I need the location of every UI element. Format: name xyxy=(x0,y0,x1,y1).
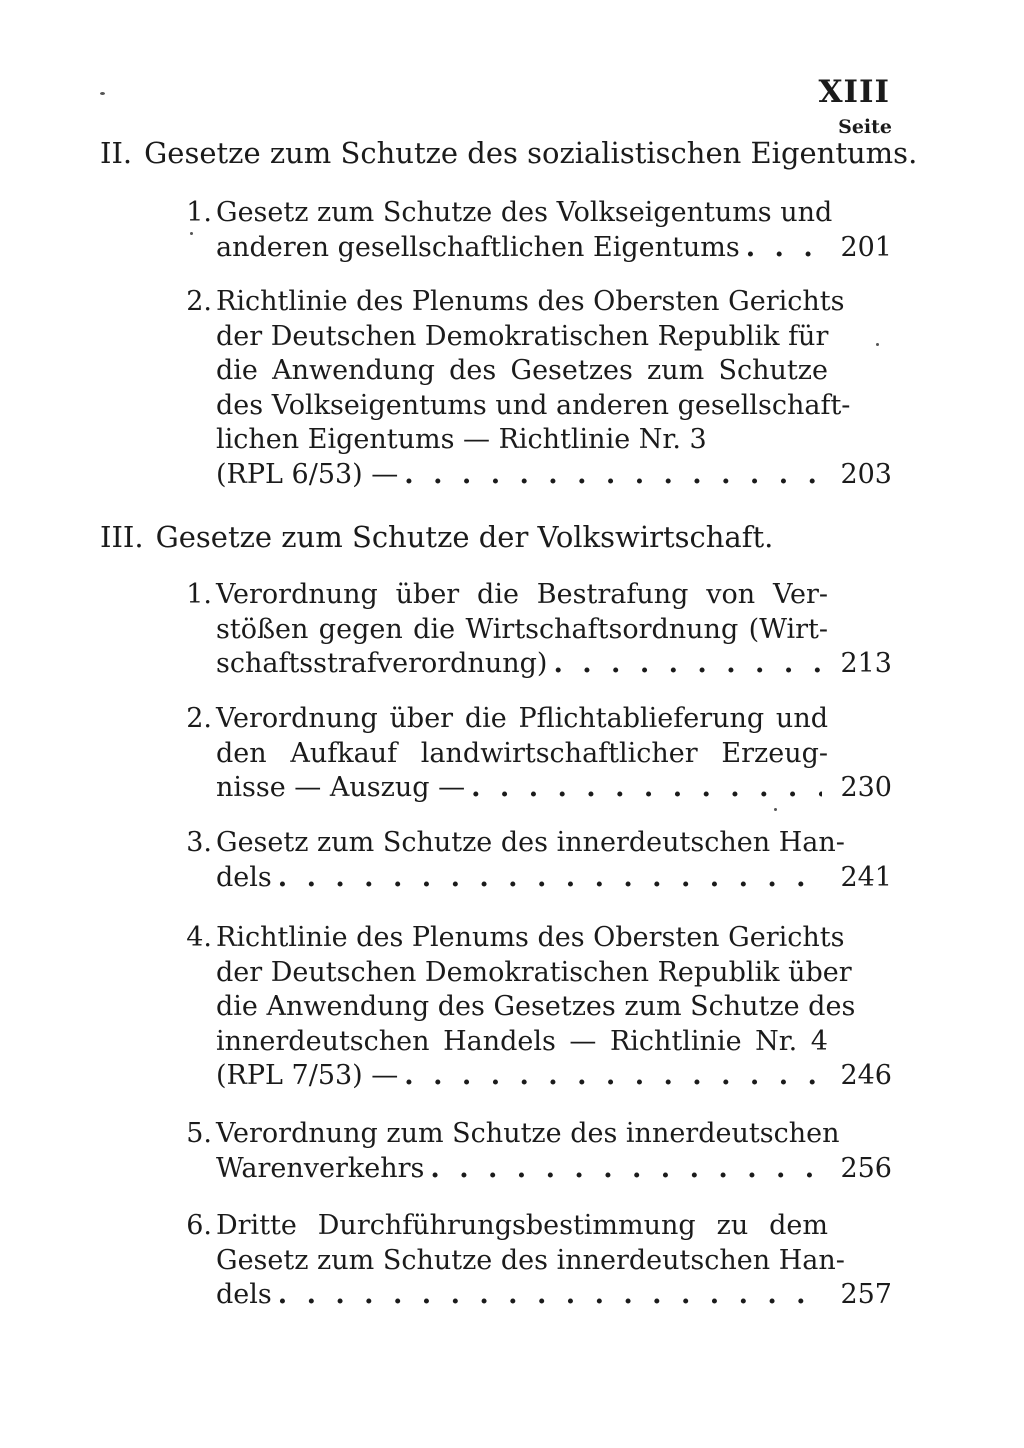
entry-page-number: 230 xyxy=(840,772,892,803)
section-heading-ii xyxy=(100,136,917,170)
entry-line: den Aufkauf landwirtschaftlicher Erzeug- xyxy=(216,737,828,769)
entry-line: stößen gegen die Wirtschaftsordnung (Wirt- xyxy=(216,613,828,645)
entry-number: 6. xyxy=(186,1210,212,1241)
entry-last-line: (RPL 6/53) — . . . xyxy=(216,458,828,493)
entry-line: Verordnung über die Bestrafung von Ver- xyxy=(216,579,828,610)
entry-last-line: schaftsstrafverordnung) . . . xyxy=(216,647,828,682)
entry-text xyxy=(216,285,851,492)
entry-line: Dritte Durchführungsbestimmung zu dem xyxy=(216,1210,828,1241)
entry-number: 2. xyxy=(186,703,212,734)
leader-dots xyxy=(278,861,822,896)
entry-number: 3. xyxy=(186,827,212,858)
entry-line: Gesetz zum Schutze des innerdeutschen Han- xyxy=(216,827,845,858)
entry-number: 1. xyxy=(186,579,212,610)
toc-entry-ii-1[interactable] xyxy=(172,196,892,265)
entry-page-number: 241 xyxy=(840,861,892,893)
entry-last-line: dels . . . xyxy=(216,1278,828,1313)
entry-line: Verordnung über die Pflichtablieferung und xyxy=(216,703,828,734)
print-speck xyxy=(100,92,105,95)
print-speck xyxy=(774,808,777,811)
leader-dots xyxy=(404,458,822,493)
print-speck xyxy=(190,232,193,235)
section-heading-iii xyxy=(100,520,773,554)
entry-text xyxy=(216,1209,845,1313)
entry-page-number: 256 xyxy=(840,1152,892,1184)
entry-line: die Anwendung des Gesetzes zum Schutze xyxy=(216,355,828,386)
entry-page-number: 201 xyxy=(840,231,892,263)
toc-entry-iii-1[interactable] xyxy=(172,578,892,682)
entry-text xyxy=(216,921,856,1094)
entry-page-number: 213 xyxy=(840,648,892,679)
section-title: Gesetze zum Schutze des sozialistischen Eigentums. xyxy=(144,136,918,170)
leader-dots xyxy=(553,647,822,682)
entry-text xyxy=(216,196,833,265)
entry-last-line: anderen gesellschaftlichen Eigentums . . . xyxy=(216,231,828,266)
entry-line: Richtlinie des Plenums des Obersten Gerichts xyxy=(216,922,845,953)
entry-last-line: nisse — Auszug — . . . xyxy=(216,771,828,806)
entry-last-line: dels . . . xyxy=(216,861,828,896)
entry-number: 5. xyxy=(186,1118,212,1149)
section-number: III. xyxy=(100,520,144,554)
leader-dots xyxy=(404,1059,822,1094)
entry-number: 4. xyxy=(186,922,212,953)
entry-line: Gesetz zum Schutze des Volkseigentums und xyxy=(216,197,833,228)
section-title: Gesetze zum Schutze der Volkswirtschaft. xyxy=(155,520,774,554)
toc-entry-iii-3[interactable] xyxy=(172,826,892,895)
print-speck xyxy=(876,343,879,346)
entry-line: innerdeutschen Handels — Richtlinie Nr. 4 xyxy=(216,1025,828,1057)
toc-entry-iii-4[interactable] xyxy=(172,921,892,1094)
leader-dots xyxy=(278,1278,822,1313)
entry-number: 1. xyxy=(186,197,212,228)
toc-entry-iii-6[interactable] xyxy=(172,1209,892,1313)
toc-entry-iii-5[interactable] xyxy=(172,1117,892,1186)
entry-line: des Volkseigentums und anderen gesellschaft- xyxy=(216,389,851,421)
leader-dots xyxy=(746,231,822,266)
entry-page-number: 203 xyxy=(840,458,892,490)
entry-line: Verordnung zum Schutze des innerdeutschen xyxy=(216,1118,840,1149)
entry-page-number: 246 xyxy=(840,1060,892,1091)
toc-entry-ii-2[interactable] xyxy=(172,285,892,492)
page-column-label: Seite xyxy=(838,116,892,138)
section-number: II. xyxy=(100,136,133,170)
entry-page-number: 257 xyxy=(840,1279,892,1310)
entry-text xyxy=(216,578,828,682)
entry-line: der Deutschen Demokratischen Republik über xyxy=(216,956,852,988)
entry-text xyxy=(216,702,828,806)
entry-number: 2. xyxy=(186,286,212,317)
entry-last-line: (RPL 7/53) — . . . xyxy=(216,1059,828,1094)
entry-line: der Deutschen Demokratischen Republik für xyxy=(216,320,829,352)
entry-last-line: Warenverkehrs . . . xyxy=(216,1152,828,1187)
entry-line: Gesetz zum Schutze des innerdeutschen Han- xyxy=(216,1244,845,1276)
entry-line: Richtlinie des Plenums des Obersten Gerichts xyxy=(216,286,845,317)
page-number-roman: XIII xyxy=(818,74,890,110)
entry-line: lichen Eigentums — Richtlinie Nr. 3 xyxy=(216,424,707,455)
leader-dots xyxy=(471,771,822,806)
entry-line: die Anwendung des Gesetzes zum Schutze des xyxy=(216,991,856,1022)
toc-entry-iii-2[interactable] xyxy=(172,702,892,806)
entry-text xyxy=(216,826,845,895)
entry-text xyxy=(216,1117,840,1186)
leader-dots xyxy=(430,1152,822,1187)
